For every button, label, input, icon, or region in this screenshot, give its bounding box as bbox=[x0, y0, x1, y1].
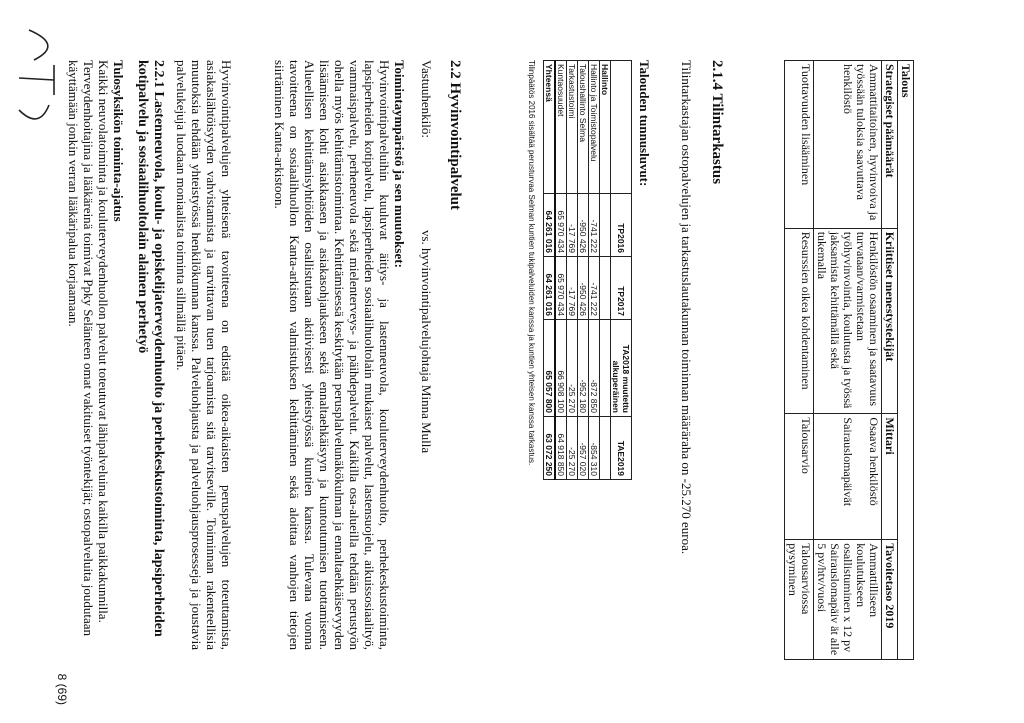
column-header: TAE2019 bbox=[611, 417, 632, 480]
paragraph: Tilintarkastajan ostopalvelujen ja tarkastuslautakunnan toiminnan määräraha on -25.270 euroa. bbox=[679, 60, 694, 555]
table-cell: Hallinto bbox=[600, 61, 611, 194]
table-cell: Yhteensä bbox=[544, 61, 556, 194]
paragraph: Hyvinvointipalveluihin kuuluvat äitiys- ja lastenneuvola, kouluterveydenhuolto, perhekeskustoiminta, lapsiperheiden kotipalvelu, lapsiperheiden sosiaalihuoltolain mukaiset palvelut, lastensuojelu, aikuissosiaalityö, vammaispalvelu, perheneuvola sekä mielenterveys- ja päihdepalvelut. Kaikilla osa-alueilla tehdään perustyön ohella myös kehittämistoimintaa. Kehittämisessä keskitytään perusplalvelunäkökulman ja ennaltaehkäisevyyden lisäämiseen kohti asiakkaasen ja asiakasohjaukseen sekä ennaltaehkäisyyn ja kuntoutumisen tuottamiseen. Alueellisen kehittämisyhtiöiden osallistutaan aktiivisesti yhteistyössä kuntien kanssa. Tulevana vuonna tavoitteena on sosiaalihuollon Kanta-arkiston valmistuksen kehittäminen sekä aloittaa vanhojen tietojen siirtäminen Kanta-arkistoon. bbox=[272, 60, 392, 650]
column-header: Kriittiset menestystekijät bbox=[882, 228, 898, 414]
table-cell bbox=[600, 417, 611, 480]
table-cell: 65 057 800 bbox=[544, 320, 556, 417]
responsible-label: Vastuuhenkilö: bbox=[419, 60, 434, 138]
table-cell: 64 918 850 bbox=[555, 417, 567, 480]
table-row bbox=[898, 61, 914, 660]
table-row bbox=[785, 61, 814, 660]
responsible-value: vs. hyvinvointipalvelujohtaja Minna Mulla bbox=[419, 230, 434, 454]
table-cell: 65 970 434 bbox=[555, 257, 567, 320]
table-cell: -950 426 bbox=[578, 257, 589, 320]
table-row-total bbox=[544, 61, 556, 480]
table-cell: Ammattilliseen koulutukseen osallistuminen x 12 pv Sairauslomapäiv ät alle 5 pv/htv/vuosi bbox=[814, 540, 882, 660]
table-cell bbox=[600, 320, 611, 417]
table-row bbox=[611, 61, 632, 480]
table-cell: -950 426 bbox=[578, 194, 589, 257]
table-cell: -854 310 bbox=[589, 417, 600, 480]
table-cell: Talousarviossa pysyminen bbox=[785, 540, 814, 660]
table-cell: 64 261 016 bbox=[544, 257, 556, 320]
table-cell: 64 261 016 bbox=[544, 194, 556, 257]
table-cell: -25 270 bbox=[567, 417, 578, 480]
table-cell: -741 222 bbox=[589, 257, 600, 320]
table-cell: -17 769 bbox=[567, 257, 578, 320]
section-heading: 2.1.4 Tilintarkastus bbox=[709, 60, 725, 185]
table-cell: Resurssien oikea kohdentaminen bbox=[785, 228, 814, 414]
column-header bbox=[611, 61, 632, 194]
table-cell: 63 072 250 bbox=[544, 417, 556, 480]
table-cell: Talousarvio bbox=[785, 414, 814, 540]
column-header: Mittari bbox=[882, 414, 898, 540]
table-cell: -25 270 bbox=[567, 320, 578, 417]
table-cell bbox=[600, 194, 611, 257]
table-row bbox=[814, 61, 882, 660]
table-row bbox=[600, 61, 611, 480]
table-header-cell: Talous bbox=[898, 61, 914, 660]
subsection-heading: Toimintaympäristö ja sen muutokset: bbox=[392, 60, 407, 268]
table-cell: Osaava henkilöstö Sairauslomapäivät bbox=[814, 414, 882, 540]
paragraph: Hyvinvointipalvelujen yhteisenä tavoitteena on edistää oikea-aikaisten peruspalvelujen toteuttamista, asiakaslähtöisyyden vahvistamista ja tarvittavan tuen tarjoamista sitä tarvitseville. Toiminnan rakenteellisia muutoksia tehdään yhteistyössä henkilökunnan kanssa. Palveluohjausta ja palveluohjausprosesseja ja joustavia palvelukejuja luodaan moniaalista toiminta sillmällä pitäen. bbox=[174, 60, 234, 650]
table-cell: Tuottavuuden lisääminen bbox=[785, 61, 814, 229]
column-header: Strategiset päämäärät bbox=[882, 61, 898, 229]
table-cell: -952 180 bbox=[578, 320, 589, 417]
table-row bbox=[589, 61, 600, 480]
column-header: TP2016 bbox=[611, 194, 632, 257]
table-cell: Tarkastustoimi bbox=[567, 61, 578, 194]
table-row bbox=[567, 61, 578, 480]
goals-table bbox=[784, 60, 914, 660]
table-cell: -17 769 bbox=[567, 194, 578, 257]
table-cell bbox=[600, 257, 611, 320]
table-cell: Taloushallinto Selma bbox=[578, 61, 589, 194]
table-cell: Ammattitaitoinen, hyvinvoiva ja työssään tuloksia saavuttava henkilöstö bbox=[814, 61, 882, 229]
table-cell: 66 908 100 bbox=[555, 320, 567, 417]
column-header: TA2018 muutettu alkuperäinen bbox=[611, 320, 632, 417]
subsection-heading: Tulosyksikön toiminta-ajatus bbox=[111, 60, 126, 222]
table-cell: Hallinto ja Toimistopalvelu bbox=[589, 61, 600, 194]
table-cell: -741 222 bbox=[589, 194, 600, 257]
handwritten-initials bbox=[9, 20, 69, 140]
column-header: TP2017 bbox=[611, 257, 632, 320]
section-heading: 2.2.1 Lastenneuvola, koulu- ja opiskelijaterveydenhuolto ja perhekeskustoiminta, lapsiperheiden kotipalvelu ja sosiaalihuoltolain alainen perhetyö bbox=[135, 60, 166, 637]
table-cell: Kuntaosuudet bbox=[555, 61, 567, 194]
table-row bbox=[882, 61, 898, 660]
finance-title: Talouden tunnusluvut: bbox=[637, 60, 652, 187]
finance-table bbox=[543, 60, 632, 480]
column-header: Tavoitetaso 2019 bbox=[882, 540, 898, 660]
page-number: 8 (69) bbox=[55, 673, 69, 705]
table-cell: -957 020 bbox=[578, 417, 589, 480]
finance-note: Tilinpäätös 2016 sisältää perusturvaa Selman kuntien tukipalveluiden kanssa ja kuntien yhteisen kanssa tarkastus. bbox=[527, 60, 536, 466]
table-row bbox=[578, 61, 589, 480]
table-cell: Henkilöstön osaaminen ja saatavuus turvataan/varmistetaan työhyvinvointia, koulutusta ja työssä jaksamista kehittämällä sekä tukemalla bbox=[814, 228, 882, 414]
paragraph: Kaikki neuvolatoiminta ja kouluterveydenhuollon palvelut toteutuvat lähipalveluina kaikilla paikkakunnilla. Terveydenhoitajina ja lääkäreinä toimivat Ppky Selänteen omat vakituiset työntekijät; ostopalveluita joudutaan käyttämään jonkin verran lääkäripalua korjaamaan. bbox=[66, 60, 111, 636]
table-row bbox=[555, 61, 567, 480]
table-cell: -872 850 bbox=[589, 320, 600, 417]
table-cell: 65 970 434 bbox=[555, 194, 567, 257]
section-heading: 2.2 Hyvinvointipalvelut bbox=[447, 60, 463, 211]
